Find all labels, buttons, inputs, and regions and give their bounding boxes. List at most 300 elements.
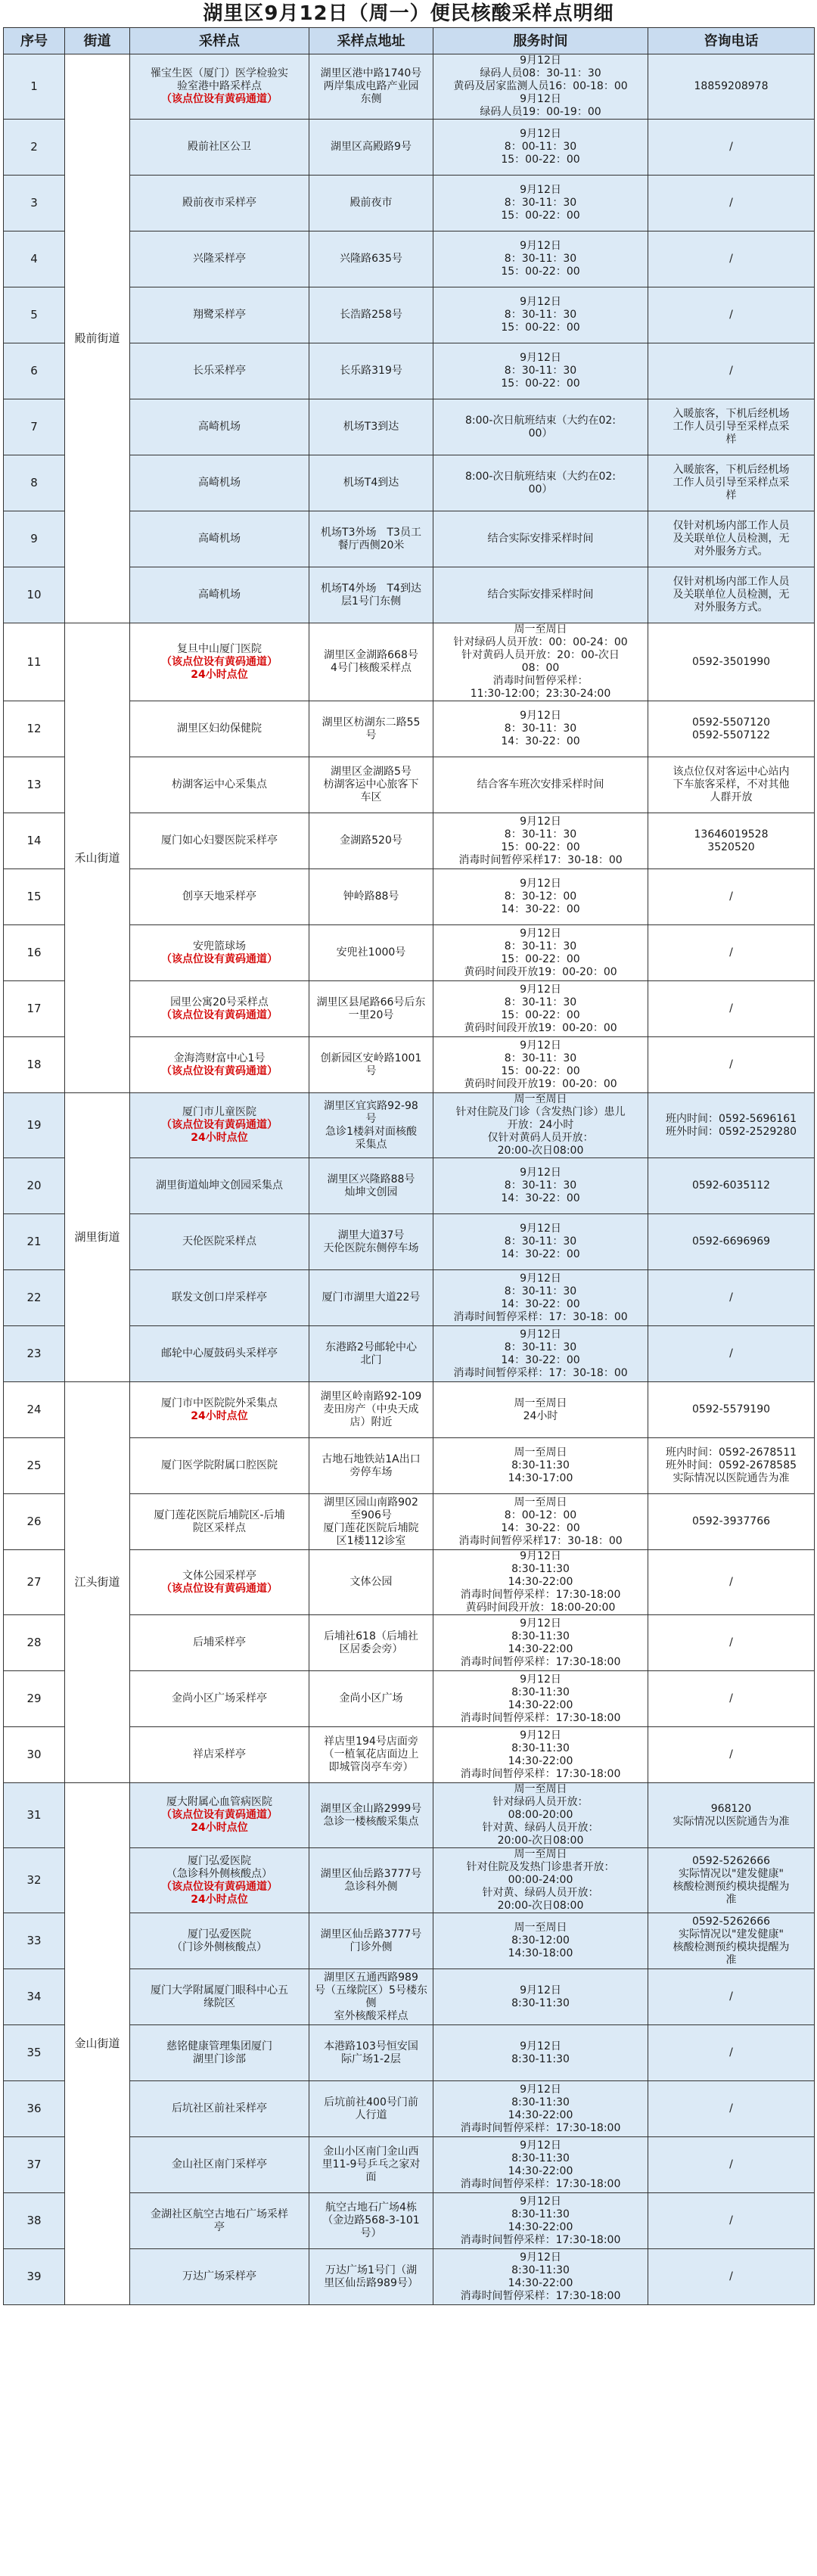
address-cell: [309, 1037, 433, 1093]
service-time-line: 8：30-11：30: [504, 1235, 577, 1248]
address-cell: [309, 1615, 433, 1671]
row-number: 27: [4, 1550, 65, 1615]
phone-line: 样: [725, 489, 737, 502]
service-time-line: 针对住院及发热门诊患者开放：: [466, 1861, 615, 1873]
service-time-line: 9月12日: [520, 54, 561, 67]
address-line: 里11-9号乒乓之家对: [322, 2158, 421, 2170]
site-note-red: 24小时点位: [191, 668, 248, 681]
site-note-red: （该点位设有黄码通道）: [161, 1064, 278, 1077]
service-time-line: 黄码时间段开放19：00-20：00: [464, 1077, 617, 1090]
service-time-line: 14:30-22:00: [508, 1698, 573, 1711]
address-line: 一里20号: [348, 1008, 394, 1021]
phone-line: 班外时间：0592-2678585: [665, 1459, 797, 1471]
service-time-line: 14：30-22：00: [501, 903, 580, 915]
service-time-line: 9月12日: [520, 1550, 561, 1562]
service-time-line: 8:00-次日航班结束（大约在02:: [464, 414, 617, 427]
address-cell: [309, 2025, 433, 2081]
address-line: 天伦医院东侧停车场: [323, 1241, 419, 1254]
service-time-line: 周一至周日: [514, 1848, 567, 1860]
phone-line: 仅针对机场内部工作人员: [673, 520, 790, 532]
service-time-line: 8:00-次日航班结束（大约在02:: [464, 470, 617, 483]
phone-line: /: [729, 1636, 733, 1648]
row-number: 33: [4, 1913, 65, 1969]
row-number: 39: [4, 2249, 65, 2305]
service-time-cell: [433, 925, 648, 981]
service-time-line: 消毒时间暂停采样17：30-18：00: [458, 853, 623, 866]
service-time-line: 黄码时间段开放：18:00-20:00: [465, 1602, 616, 1614]
service-time-line: 8:30-11:30: [511, 2264, 570, 2276]
service-time-line: 8:30-12:00: [511, 1934, 570, 1947]
service-time-line: 8:30-11:30: [511, 1459, 570, 1471]
address-line: 湖里区金湖路5号: [331, 766, 412, 778]
address-cell: [309, 1326, 433, 1382]
site-name-line: 兴隆采样亭: [193, 253, 246, 265]
row-number: 23: [4, 1326, 65, 1382]
address-line: 安兜社1000号: [336, 946, 406, 959]
table-body: [4, 54, 815, 2305]
header-district: 街道: [65, 28, 130, 54]
site-note-red: 24小时点位: [191, 1893, 248, 1906]
service-time-line: 消毒时间暂停采样：: [492, 675, 589, 687]
service-time-cell: [433, 869, 648, 925]
phone-cell: [648, 2081, 815, 2137]
address-line: 区1楼112诊室: [336, 1534, 406, 1547]
service-time-line: 8:30-11:30: [511, 1996, 570, 2009]
service-time-line: 9月12日: [520, 1223, 561, 1235]
service-time-line: 14:30-17:00: [508, 1472, 573, 1484]
site-name-line: 金尚小区广场采样亭: [172, 1692, 267, 1704]
site-name-line: 金海湾财富中心1号: [173, 1052, 266, 1064]
service-time-line: 8：00-12：00: [504, 1509, 577, 1521]
site-note-red: （该点位设有黄码通道）: [161, 1880, 278, 1893]
phone-line: 工作人员引导至采样点采: [673, 421, 790, 433]
phone-line: 0592-5262666: [691, 1915, 771, 1928]
site-name-line: 后坑社区前社采样亭: [172, 2102, 267, 2115]
address-cell: [309, 1158, 433, 1214]
address-line: 文体公园: [349, 1576, 393, 1588]
header-address: 采样点地址: [309, 28, 433, 54]
service-time-line: 14:30-22:00: [508, 1642, 573, 1655]
address-line: 里区仙岳路989号）: [324, 2276, 418, 2289]
service-time-line: 20:00-次日08:00: [497, 1145, 584, 1157]
phone-cell: [648, 2193, 815, 2249]
phone-line: 下车旅客采样，不对其他: [673, 778, 790, 791]
address-line: 餐厅西侧20米: [337, 539, 405, 552]
service-time-line: 9月12日: [520, 1328, 561, 1341]
phone-line: 对外服务方式。: [694, 601, 769, 614]
address-line: 室外核酸采样点: [334, 2009, 408, 2022]
site-name-cell: [130, 2137, 309, 2193]
phone-cell: [648, 1550, 815, 1615]
address-cell: [309, 1671, 433, 1727]
service-time-line: 结合客车班次安排采样时间: [477, 778, 604, 791]
service-time-line: 14:30-22:00: [508, 2220, 573, 2233]
site-name-line: 殿前夜市采样亭: [182, 197, 256, 209]
service-time-line: 8：30-11：30: [504, 253, 577, 265]
phone-line: 准: [725, 1953, 737, 1966]
address-line: 北门: [360, 1353, 382, 1366]
site-note-red: （该点位设有黄码通道）: [161, 1809, 278, 1821]
site-name-line: 缘院区: [203, 1996, 235, 2009]
phone-cell: [648, 176, 815, 231]
service-time-cell: [433, 981, 648, 1037]
site-note-red: （该点位设有黄码通道）: [161, 1119, 278, 1131]
service-time-cell: [433, 231, 648, 287]
address-cell: [309, 981, 433, 1037]
site-name-line: 厦门莲花医院后埔院区-后埔: [154, 1509, 285, 1521]
row-number: 37: [4, 2137, 65, 2193]
site-name-line: 院区采样点: [193, 1521, 246, 1534]
address-line: 创新园区安岭路1001: [320, 1052, 422, 1064]
site-name-cell: [130, 1494, 309, 1550]
address-line: 湖里区金山路2999号: [320, 1802, 422, 1815]
phone-line: 班内时间：0592-5696161: [665, 1112, 797, 1125]
phone-line: 0592-5507120: [691, 716, 771, 729]
service-time-line: 消毒时间暂停采样：17:30-18:00: [460, 2289, 621, 2302]
phone-cell: [648, 54, 815, 120]
address-line: （一植氧花店面边上: [323, 1748, 419, 1760]
address-cell: [309, 120, 433, 176]
address-line: 厦门莲花医院后埔院: [323, 1521, 419, 1534]
service-time-cell: [433, 2081, 648, 2137]
site-note-red: 24小时点位: [191, 1822, 248, 1834]
site-name-cell: [130, 813, 309, 869]
service-time-line: 8：30-11：30: [504, 1341, 577, 1353]
service-time-line: 15：00-22：00: [501, 952, 580, 965]
service-time-line: 8：30-11：30: [504, 1285, 577, 1297]
address-line: 急诊科外侧: [344, 1880, 398, 1893]
page-title: 湖里区9月12日（周一）便民核酸采样点明细: [203, 2, 614, 25]
service-time-line: 8：30-11：30: [504, 1179, 577, 1192]
header-no: 序号: [4, 28, 65, 54]
address-cell: [309, 1848, 433, 1913]
service-time-line: 9月12日: [520, 1617, 561, 1630]
site-name-cell: [130, 54, 309, 120]
phone-cell: [648, 511, 815, 567]
service-time-line: 8:30-11:30: [511, 1686, 570, 1698]
district-cell: 禾山街道: [65, 623, 130, 1093]
address-line: 湖里区仙岳路3777号: [320, 1928, 422, 1941]
phone-cell: [648, 287, 815, 343]
service-time-line: 9月12日: [520, 983, 561, 996]
service-time-line: 周一至周日: [514, 1446, 567, 1459]
site-note-red: 24小时点位: [191, 1132, 248, 1144]
address-line: 湖里区宜宾路92-98: [324, 1099, 418, 1112]
address-line: 兴隆路635号: [340, 253, 402, 265]
address-line: 区居委会旁）: [339, 1642, 403, 1655]
phone-line: /: [729, 1990, 733, 2003]
address-cell: [309, 455, 433, 511]
site-name-line: 殿前社区公卫: [188, 141, 251, 153]
service-time-line: 15：00-22：00: [501, 154, 580, 166]
phone-cell: [648, 343, 815, 399]
service-time-line: 8:30-11:30: [511, 1630, 570, 1642]
site-name-cell: [130, 2249, 309, 2305]
phone-cell: [648, 1727, 815, 1783]
address-line: 古地石地铁站1A出口: [322, 1453, 421, 1465]
site-name-line: 罹宝生医（厦门）医学检验实: [151, 67, 288, 79]
district-cell: 湖里街道: [65, 1093, 130, 1382]
service-time-line: 消毒时间暂停采样：17:30-18:00: [460, 1589, 621, 1601]
phone-cell: [648, 1326, 815, 1382]
service-time-cell: [433, 1848, 648, 1913]
site-name-line: 亭: [214, 2220, 225, 2233]
service-time-line: 消毒时间暂停采样：17:30-18:00: [460, 1711, 621, 1724]
service-time-cell: [433, 399, 648, 455]
address-line: 祥店里194号店面旁: [324, 1735, 418, 1748]
site-name-cell: [130, 343, 309, 399]
service-time-line: 15：00-22：00: [501, 1008, 580, 1021]
service-time-line: 针对绿码人员开放：00：00-24：00: [453, 636, 628, 648]
phone-line: 班外时间：0592-2529280: [665, 1125, 797, 1138]
site-name-cell: [130, 455, 309, 511]
site-name-cell: [130, 925, 309, 981]
service-time-line: 15：00-22：00: [501, 841, 580, 853]
header-site: 采样点: [130, 28, 309, 54]
site-name-cell: [130, 287, 309, 343]
service-time-line: 消毒时间暂停采样：17:30-18:00: [460, 2177, 621, 2190]
address-line: 湖里区枋湖东二路55: [322, 716, 421, 729]
row-number: 29: [4, 1671, 65, 1727]
service-time-line: 14:30-22:00: [508, 1754, 573, 1767]
service-time-cell: [433, 2025, 648, 2081]
site-name-line: 文体公园采样亭: [182, 1569, 256, 1582]
phone-line: 实际情况以"建发健康": [679, 1928, 784, 1941]
service-time-line: 消毒时间暂停采样：17：30-18：00: [453, 1310, 628, 1323]
service-time-line: 8：30-11：30: [504, 1052, 577, 1064]
service-time-line: 消毒时间暂停采样：17:30-18:00: [460, 2233, 621, 2246]
service-time-line: 08:00-20:00: [508, 1809, 573, 1821]
page: [3, 0, 814, 2305]
phone-cell: [648, 1494, 815, 1550]
site-name-line: （门诊外侧核酸点）: [172, 1941, 267, 1953]
service-time-line: 针对黄码人员开放：20：00-次日: [461, 649, 620, 661]
address-cell: [309, 567, 433, 623]
site-name-line: 湖里区妇幼保健院: [177, 722, 262, 735]
address-line: 至906号: [350, 1509, 392, 1521]
address-line: 金尚小区广场: [339, 1692, 403, 1704]
phone-cell: [648, 925, 815, 981]
address-cell: [309, 287, 433, 343]
service-time-line: 8:30-11:30: [511, 2208, 570, 2220]
phone-line: /: [729, 1291, 733, 1304]
service-time-line: 15：00-22：00: [501, 266, 580, 278]
address-cell: [309, 511, 433, 567]
service-time-line: 9月12日: [520, 878, 561, 890]
service-time-line: 8：00-11：30: [504, 141, 577, 153]
phone-cell: [648, 1969, 815, 2025]
service-time-line: 9月12日: [520, 1729, 561, 1742]
service-time-line: 9月12日: [520, 2083, 561, 2096]
row-number: 18: [4, 1037, 65, 1093]
address-line: 航空古地石广场4栋: [325, 2202, 417, 2214]
site-name-cell: [130, 1671, 309, 1727]
phone-line: 人群开放: [710, 791, 753, 803]
service-time-line: 开放：24小时: [507, 1119, 574, 1131]
phone-line: 实际情况以医院通告为准: [673, 1815, 790, 1828]
service-time-line: 消毒时间暂停采样：17:30-18:00: [460, 1655, 621, 1668]
service-time-line: 绿码人员19：00-19：00: [480, 106, 601, 118]
site-note-red: （该点位设有黄码通道）: [161, 93, 278, 105]
site-name-cell: [130, 1783, 309, 1848]
site-name-cell: [130, 1093, 309, 1158]
phone-cell: [648, 120, 815, 176]
address-cell: [309, 343, 433, 399]
phone-line: /: [729, 365, 733, 377]
site-name-line: 厦门弘爱医院: [188, 1928, 251, 1941]
address-line: 湖里区仙岳路3777号: [320, 1867, 422, 1880]
phone-line: 0592-3937766: [691, 1515, 771, 1527]
row-number: 17: [4, 981, 65, 1037]
service-time-line: 周一至周日: [514, 1397, 567, 1409]
address-line: 面: [365, 2171, 377, 2183]
row-number: 19: [4, 1093, 65, 1158]
phone-line: /: [729, 2102, 733, 2115]
site-name-line: 长乐采样亭: [193, 365, 246, 377]
phone-line: /: [729, 2270, 733, 2282]
phone-line: /: [729, 197, 733, 209]
phone-line: /: [729, 2046, 733, 2059]
site-name-cell: [130, 1913, 309, 1969]
row-number: 28: [4, 1615, 65, 1671]
service-time-cell: [433, 343, 648, 399]
phone-line: 实际情况以"建发健康": [679, 1867, 784, 1880]
phone-line: 0592-5262666: [691, 1854, 771, 1867]
phone-cell: [648, 1037, 815, 1093]
service-time-line: 14：30-22：00: [501, 1521, 580, 1534]
address-line: 采集点: [355, 1138, 387, 1151]
phone-cell: [648, 1382, 815, 1438]
service-time-cell: [433, 1969, 648, 2025]
address-line: 湖里区港中路1740号: [320, 67, 422, 79]
address-cell: [309, 176, 433, 231]
address-line: 人行道: [355, 2108, 387, 2121]
site-name-cell: [130, 981, 309, 1037]
address-line: 厦门市湖里大道22号: [322, 1291, 421, 1304]
service-time-cell: [433, 1550, 648, 1615]
service-time-cell: [433, 1270, 648, 1326]
service-time-line: 9月12日: [520, 352, 561, 364]
district-cell: 殿前街道: [65, 54, 130, 623]
service-time-line: 黄码时间段开放19：00-20：00: [464, 965, 617, 978]
phone-cell: [648, 231, 815, 287]
site-name-line: 安兜篮球场: [193, 940, 246, 952]
row-number: 12: [4, 701, 65, 757]
phone-cell: [648, 1913, 815, 1969]
service-time-cell: [433, 1615, 648, 1671]
site-name-cell: [130, 2193, 309, 2249]
service-time-line: 11:30-12:00；23:30-24:00: [470, 688, 611, 700]
phone-cell: [648, 701, 815, 757]
address-cell: [309, 231, 433, 287]
phone-line: /: [729, 946, 733, 959]
phone-line: /: [729, 1058, 733, 1070]
site-name-line: 祥店采样亭: [193, 1748, 246, 1760]
address-line: 号: [365, 1064, 377, 1077]
phone-cell: [648, 981, 815, 1037]
phone-line: 核酸检测预约模块提醒为: [673, 1880, 790, 1893]
site-name-line: 万达广场采样亭: [182, 2270, 256, 2282]
address-line: 两岸集成电路产业园: [323, 80, 419, 92]
phone-line: 入暖旅客，下机后经机场: [673, 464, 790, 476]
address-cell: [309, 2249, 433, 2305]
row-number: 4: [4, 231, 65, 287]
phone-cell: [648, 869, 815, 925]
service-time-cell: [433, 2137, 648, 2193]
site-name-line: （急诊科外侧核酸点）: [166, 1867, 272, 1880]
header-service-time: 服务时间: [433, 28, 648, 54]
address-cell: [309, 757, 433, 813]
service-time-line: 00）: [528, 427, 553, 440]
row-number: 34: [4, 1969, 65, 2025]
phone-line: 对外服务方式。: [694, 545, 769, 558]
phone-cell: [648, 2249, 815, 2305]
service-time-line: 针对黄、绿码人员开放：: [482, 1887, 599, 1899]
site-name-line: 复旦中山厦门医院: [177, 642, 262, 655]
phone-line: /: [729, 2214, 733, 2226]
phone-cell: [648, 2137, 815, 2193]
phone-line: /: [729, 1347, 733, 1359]
row-number: 6: [4, 343, 65, 399]
service-time-cell: [433, 757, 648, 813]
address-cell: [309, 2137, 433, 2193]
site-name-cell: [130, 2081, 309, 2137]
address-cell: [309, 925, 433, 981]
address-line: 湖里区兴隆路88号: [327, 1173, 415, 1185]
row-number: 38: [4, 2193, 65, 2249]
site-name-line: 联发文创口岸采样亭: [172, 1291, 267, 1304]
address-cell: [309, 1969, 433, 2025]
service-time-line: 08：00: [521, 662, 560, 674]
service-time-line: 针对绿码人员开放：: [492, 1796, 589, 1808]
service-time-cell: [433, 455, 648, 511]
phone-cell: [648, 1783, 815, 1848]
service-time-line: 14:30-22:00: [508, 2164, 573, 2177]
row-number: 20: [4, 1158, 65, 1214]
address-line: 枋湖客运中心旅客下: [323, 778, 419, 791]
site-name-line: 厦门市中医院院外采集点: [161, 1397, 278, 1409]
address-line: （金边路568-3-101: [322, 2214, 420, 2226]
service-time-line: 9月12日: [520, 2139, 561, 2152]
service-time-cell: [433, 54, 648, 120]
address-cell: [309, 54, 433, 120]
site-note-red: 24小时点位: [191, 1409, 248, 1422]
service-time-line: 8：30-12：00: [504, 890, 577, 903]
district-cell: 金山街道: [65, 1783, 130, 2305]
phone-line: 0592-6035112: [691, 1179, 771, 1192]
phone-cell: [648, 1270, 815, 1326]
site-name-cell: [130, 1270, 309, 1326]
phone-line: 3520520: [707, 841, 755, 853]
sampling-table: [3, 27, 815, 2305]
address-cell: [309, 1783, 433, 1848]
service-time-cell: [433, 511, 648, 567]
table-row: [4, 623, 815, 701]
address-line: 机场T3外场 T3员工: [321, 526, 421, 539]
row-number: 22: [4, 1270, 65, 1326]
phone-cell: [648, 1438, 815, 1494]
header-phone: 咨询电话: [648, 28, 815, 54]
phone-line: /: [729, 1576, 733, 1588]
table-row: [4, 1783, 815, 1848]
address-line: 长浩路258号: [340, 309, 402, 321]
service-time-line: 8：30-11：30: [504, 197, 577, 209]
address-line: 湖里区高殿路9号: [331, 141, 412, 153]
address-line: 号）: [360, 2227, 382, 2239]
site-name-cell: [130, 1615, 309, 1671]
phone-line: 入暖旅客，下机后经机场: [673, 408, 790, 420]
row-number: 10: [4, 567, 65, 623]
